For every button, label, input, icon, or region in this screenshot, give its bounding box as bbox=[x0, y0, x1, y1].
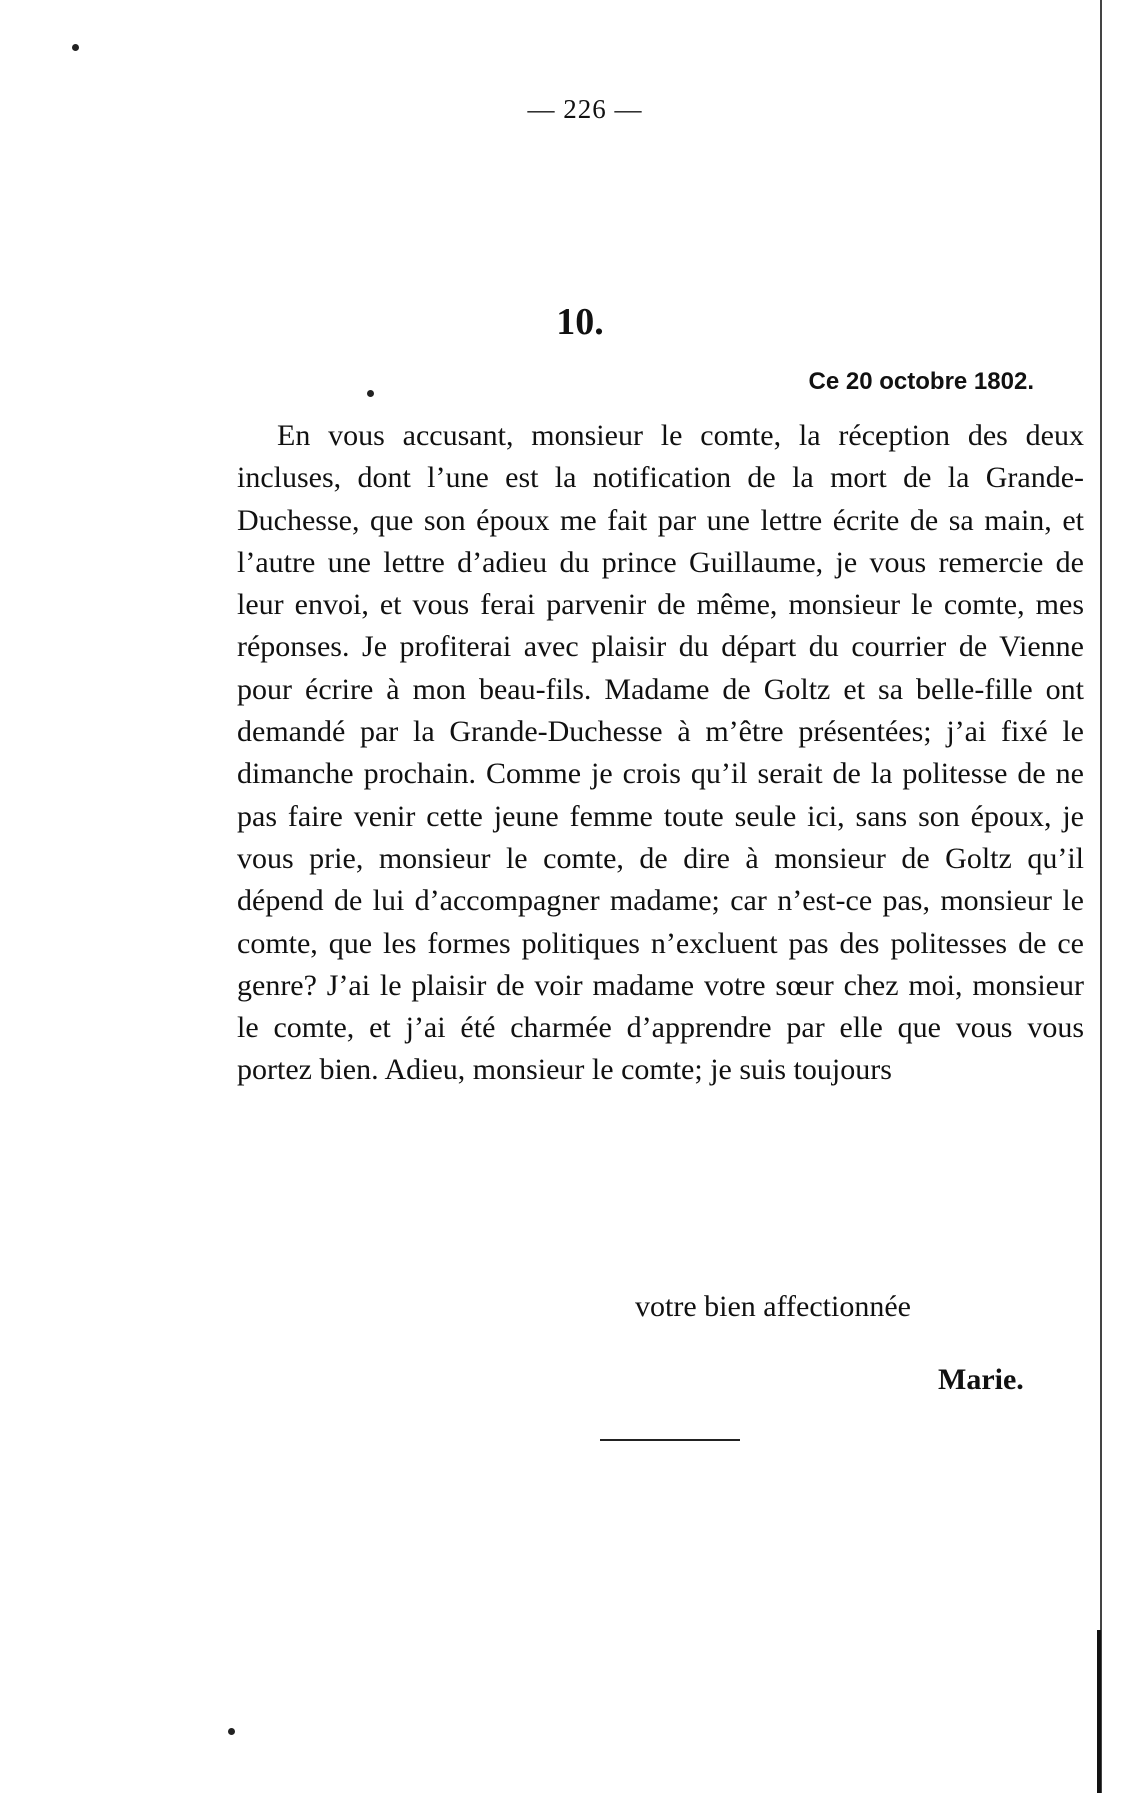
letter-signature: Marie. bbox=[938, 1363, 1024, 1396]
letter-date: Ce 20 octobre 1802. bbox=[808, 368, 1034, 395]
letter-body: En vous accusant, monsieur le comte, la réception des deux incluses, dont l’une est la notification de la mort de la Grande-Duchesse, que son époux me fait par une lettre écrite de sa main, et l’autre une lettre d’adieu du prince Guillaume, je vous remercie de leur envoi, et vous ferai parvenir de même, monsieur le comte, mes réponses. Je profiterai avec plaisir du départ du courrier de Vienne pour écrire à mon beau-fils. Madame de Goltz et sa belle-fille ont demandé par la Grande-Duchesse à m’être présentées; j’ai fixé le dimanche prochain. Comme je crois qu’il serait de la politesse de ne pas faire venir cette jeune femme toute seule ici, sans son époux, je vous prie, monsieur le comte, de dire à monsieur de Goltz qu’il dépend de lui d’accompagner madame; car n’est-ce pas, monsieur le comte, que les formes politiques n’excluent pas des politesses de ce genre? J’ai le plaisir de voir madame votre sœur chez moi, monsieur le comte, et j’ai été charmée d’apprendre par elle que vous vous portez bien. Adieu, monsieur le comte; je suis toujours bbox=[237, 419, 1084, 1087]
end-divider bbox=[600, 1439, 740, 1441]
page-edge-rule bbox=[1100, 0, 1102, 1793]
letter-number-heading: 10. bbox=[556, 301, 604, 343]
print-speck bbox=[367, 390, 374, 397]
page-edge-rule-thick bbox=[1097, 1630, 1101, 1793]
print-speck bbox=[228, 1728, 235, 1735]
letter-closing: votre bien affectionnée bbox=[635, 1290, 911, 1323]
page-number: — 226 — bbox=[527, 94, 643, 124]
print-speck bbox=[72, 44, 79, 51]
